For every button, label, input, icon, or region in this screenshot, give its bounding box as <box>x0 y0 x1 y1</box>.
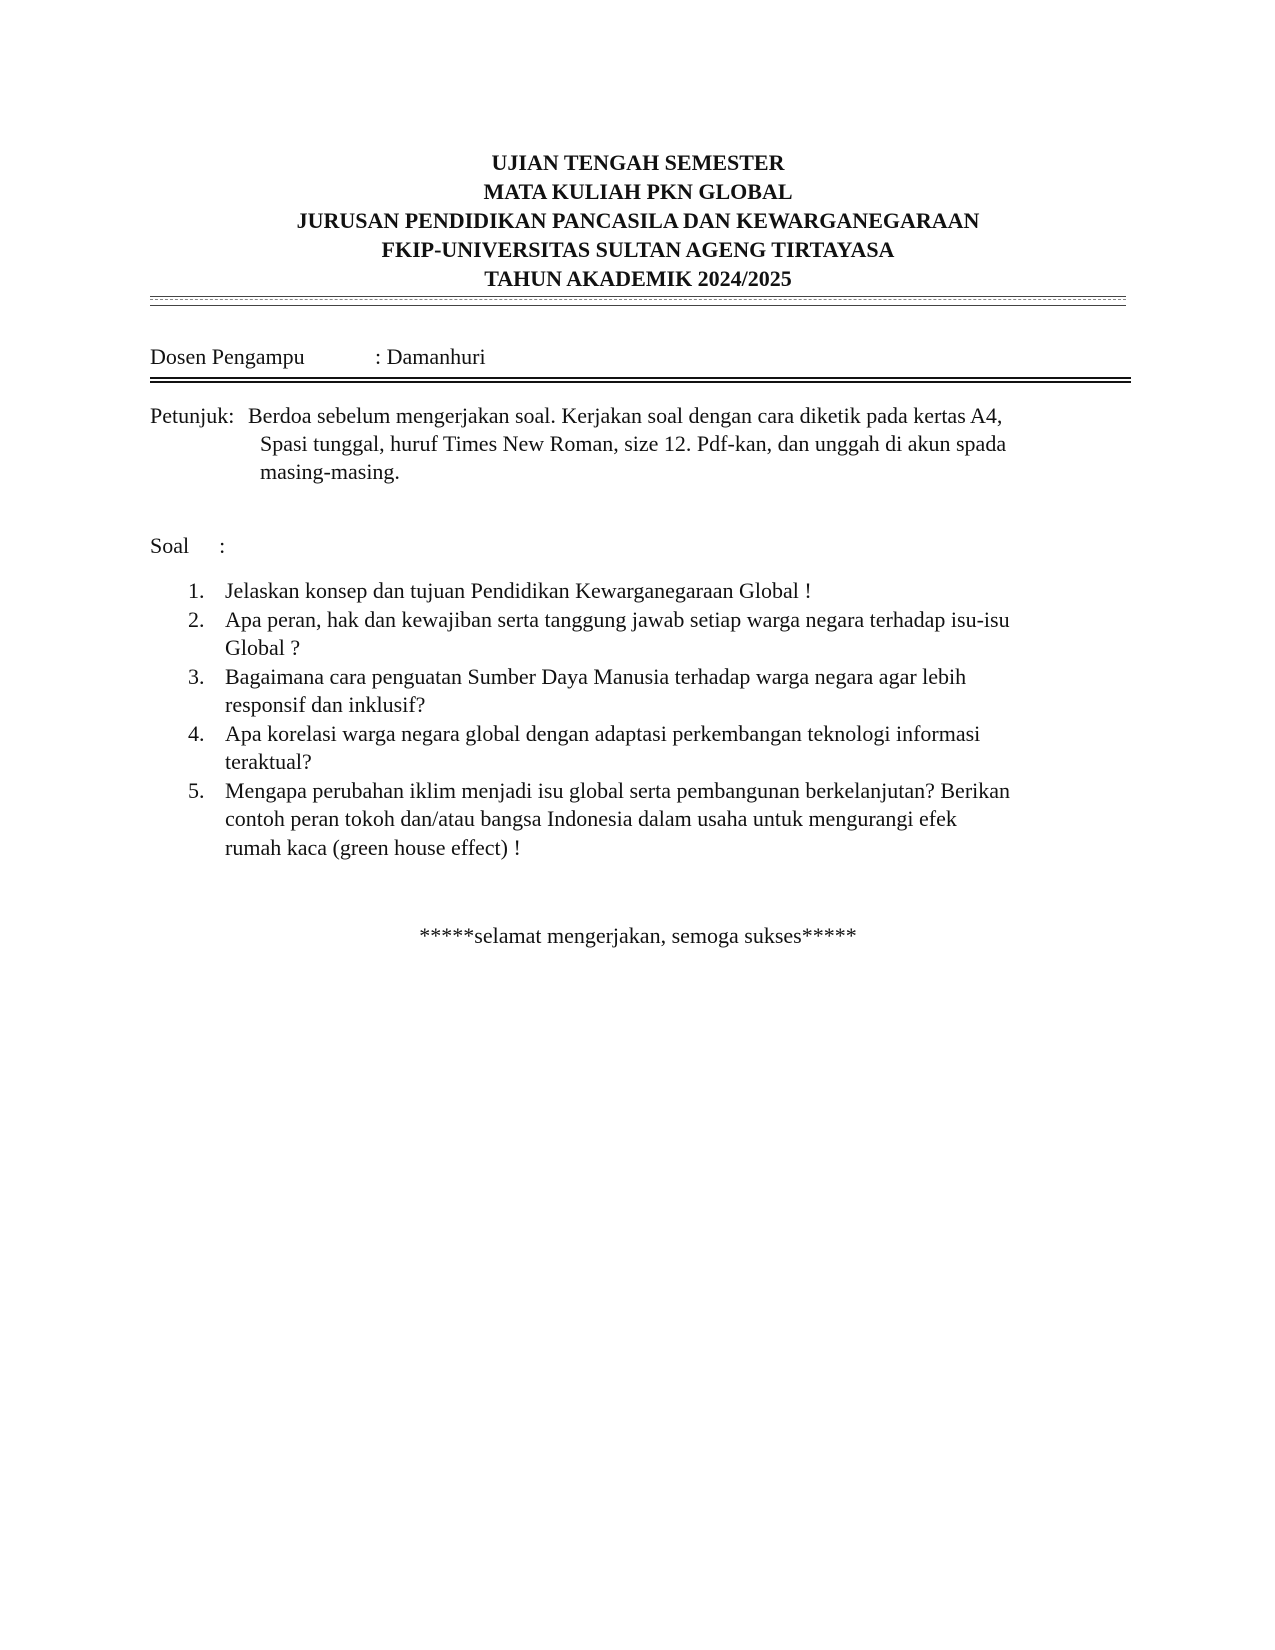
lecturer-label: Dosen Pengampu <box>150 344 305 369</box>
lecturer-name: : Damanhuri <box>375 344 486 369</box>
question-text: responsif dan inklusif? <box>225 692 426 717</box>
question-text: contoh peran tokoh dan/atau bangsa Indonesia dalam usaha untuk mengurangi efek <box>225 806 957 831</box>
question-number: 2. <box>188 606 205 632</box>
closing-message: *****selamat mengerjakan, semoga sukses***** <box>419 923 857 948</box>
lecturer-row <box>150 343 486 371</box>
instructions-text <box>248 402 1130 486</box>
question-text: Mengapa perubahan iklim menjadi isu global serta pembangunan berkelanjutan? Berikan <box>225 777 1011 803</box>
header-course: MATA KULIAH PKN GLOBAL <box>483 179 793 204</box>
question-text: Bagaimana cara penguatan Sumber Daya Manusia terhadap warga negara agar lebih <box>225 663 967 689</box>
question-number: 4. <box>188 720 205 746</box>
header-department: JURUSAN PENDIDIKAN PANCASILA DAN KEWARGANEGARAAN <box>296 208 980 233</box>
question-number: 1. <box>188 578 205 603</box>
question-text: Global ? <box>225 635 301 660</box>
question-number: 5. <box>188 777 205 803</box>
question-list <box>150 577 1130 862</box>
instructions <box>150 402 1130 486</box>
lecturer-divider <box>150 377 1131 383</box>
questions-label: Soal <box>150 533 190 558</box>
question-text: Jelaskan konsep dan tujuan Pendidikan Kewarganegaraan Global ! <box>225 578 812 603</box>
exam-header <box>150 148 1126 293</box>
header-title: UJIAN TENGAH SEMESTER <box>491 150 785 175</box>
question-text: Apa peran, hak dan kewajiban serta tanggung jawab setiap warga negara terhadap isu-isu <box>225 606 1010 632</box>
instructions-line: Spasi tunggal, huruf Times New Roman, size 12. Pdf-kan, dan unggah di akun spada <box>260 431 1007 456</box>
instructions-line: Berdoa sebelum mengerjakan soal. Kerjakan soal dengan cara diketik pada kertas A4, <box>248 403 1003 428</box>
header-faculty: FKIP-UNIVERSITAS SULTAN AGENG TIRTAYASA <box>381 237 895 262</box>
header-academic-year: TAHUN AKADEMIK 2024/2025 <box>484 266 792 291</box>
header-divider <box>150 296 1126 306</box>
instructions-line: masing-masing. <box>260 459 400 484</box>
question-text: teraktual? <box>225 749 312 774</box>
question-item <box>150 663 1130 720</box>
question-item <box>150 606 1130 663</box>
question-text: rumah kaca (green house effect) ! <box>225 834 521 860</box>
question-text: Apa korelasi warga negara global dengan adaptasi perkembangan teknologi informasi <box>225 720 981 746</box>
question-item <box>150 777 1130 863</box>
question-item <box>150 577 1130 606</box>
question-number: 3. <box>188 663 205 689</box>
questions-colon: : <box>219 533 226 558</box>
question-item <box>150 720 1130 777</box>
instructions-label: Petunjuk: <box>150 403 235 428</box>
questions-heading <box>150 532 225 560</box>
